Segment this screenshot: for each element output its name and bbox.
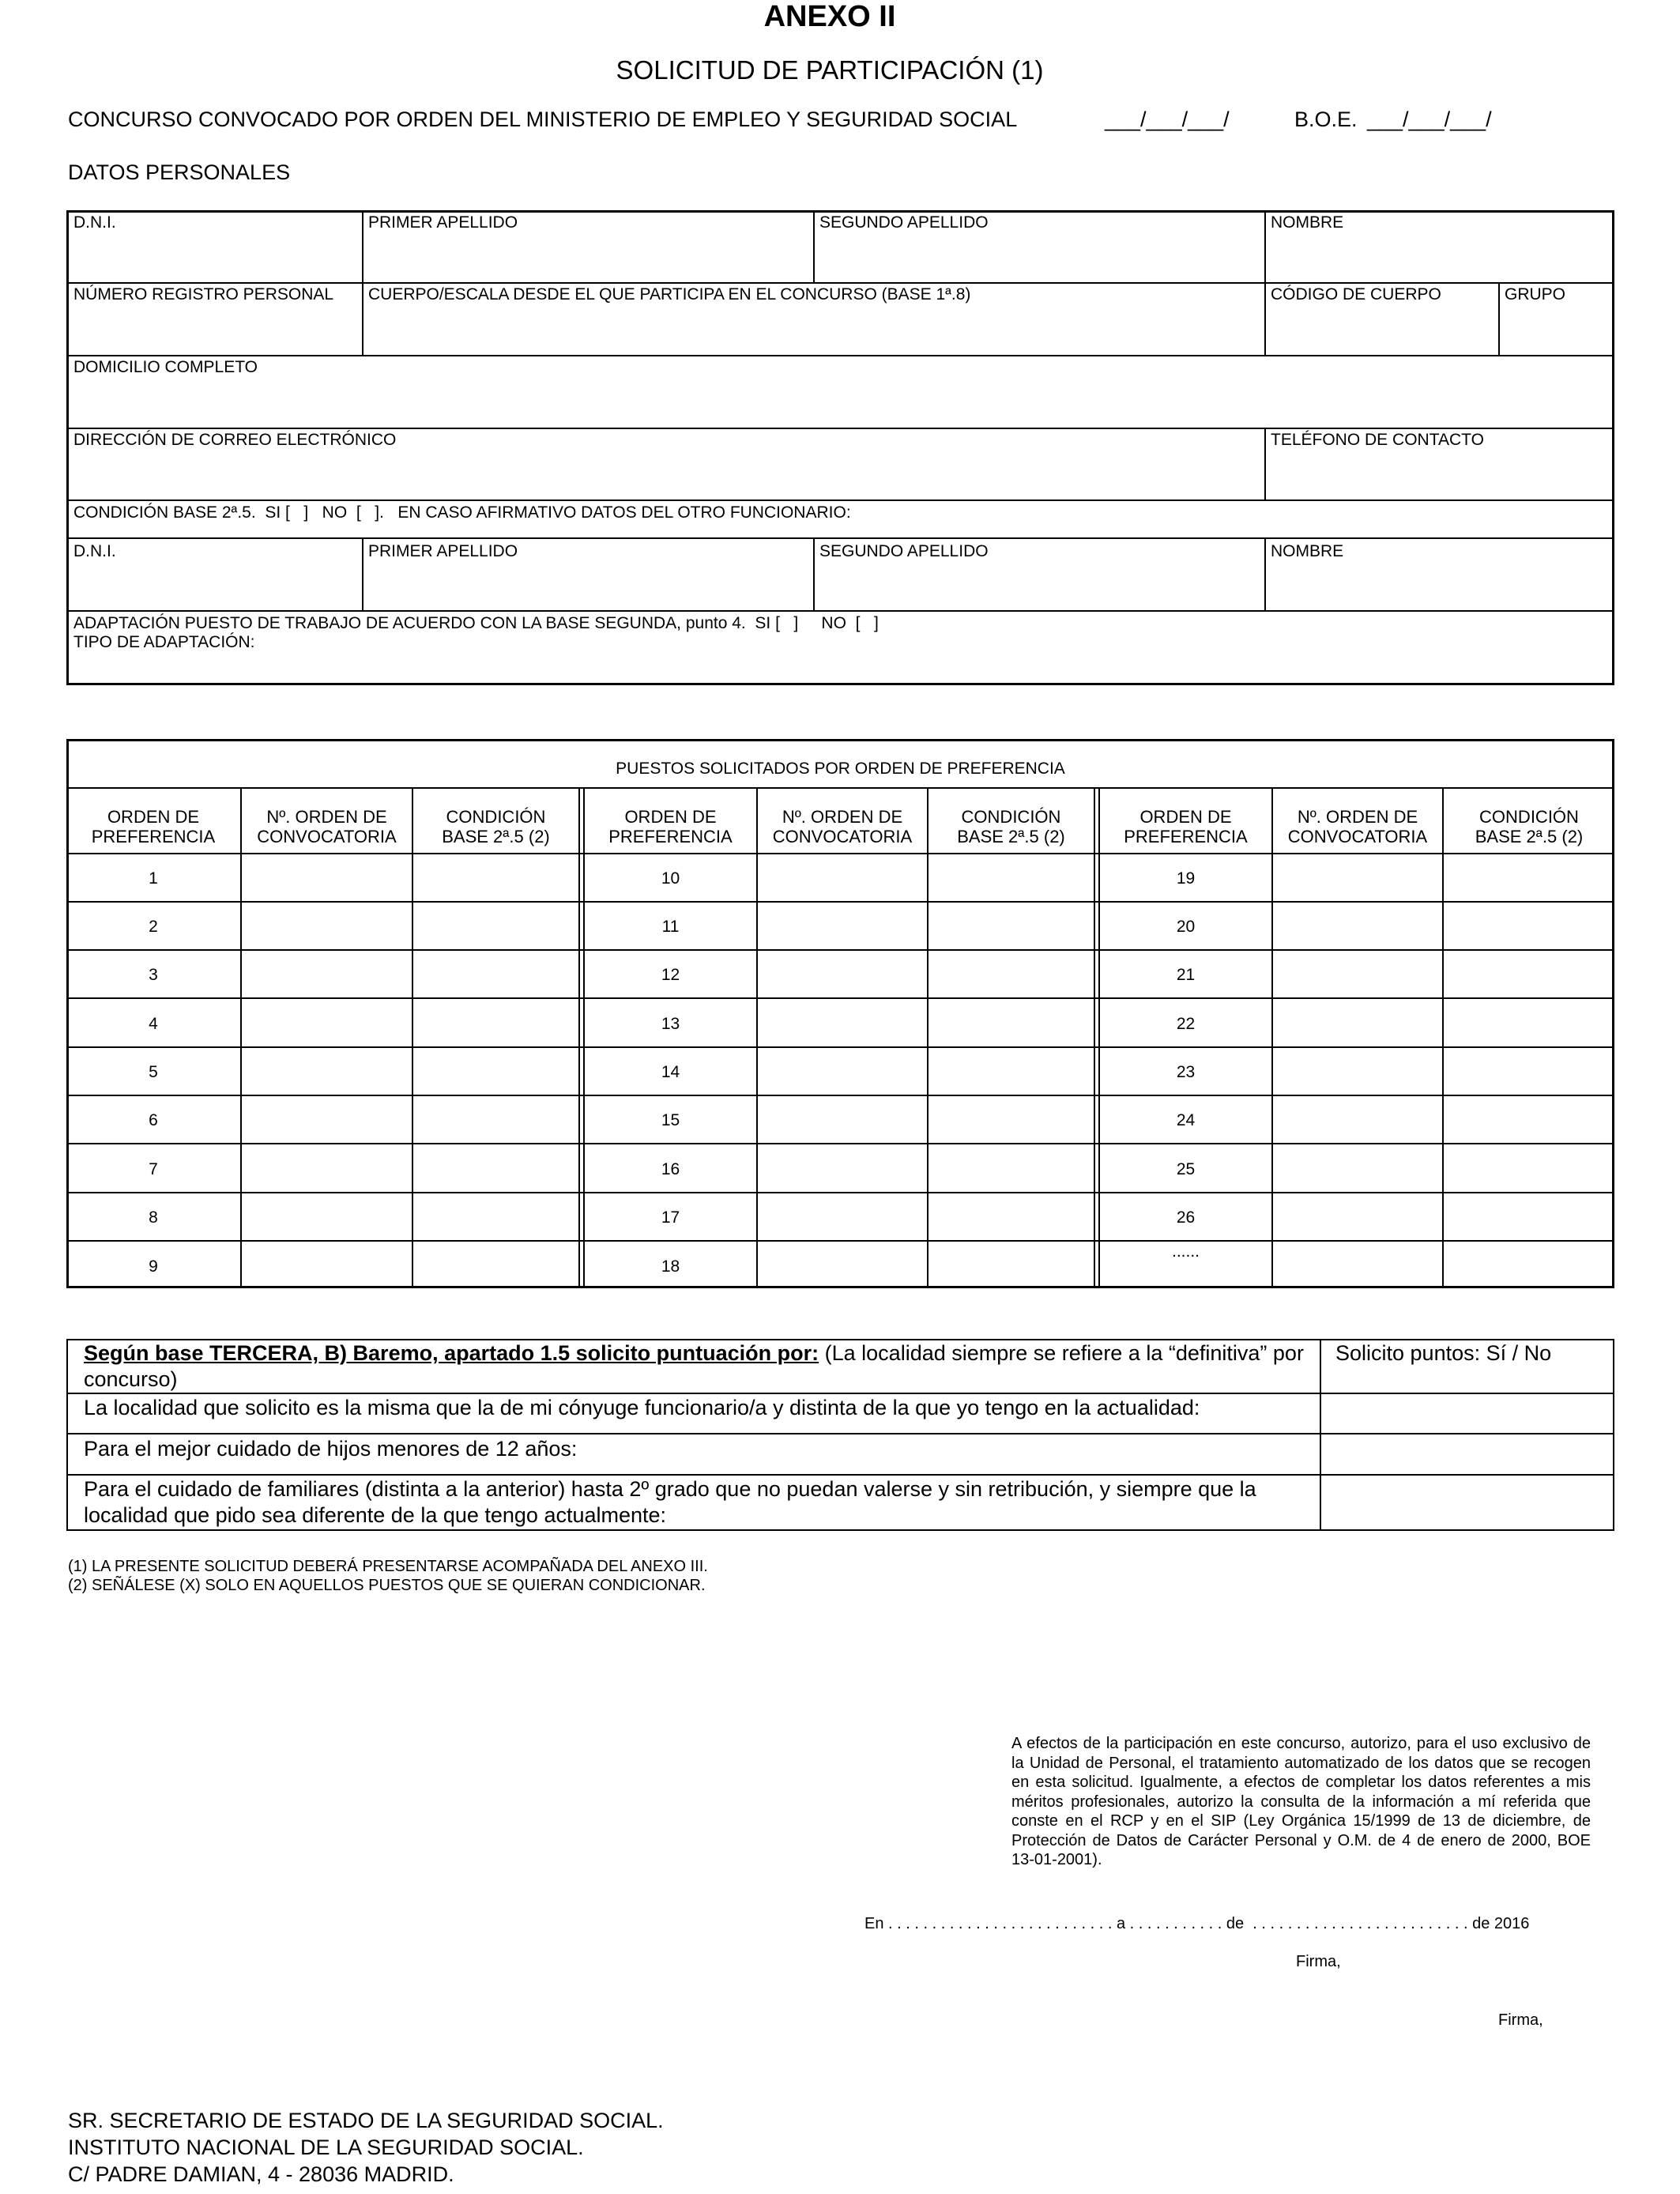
orden-number: 25: [1176, 1160, 1196, 1178]
col-condicion-header: CONDICIÓN BASE 2ª.5 (2): [442, 807, 550, 846]
correo-field[interactable]: DIRECCIÓN DE CORREO ELECTRÓNICO: [73, 431, 397, 449]
col-convocatoria-header: Nº. ORDEN DE CONVOCATORIA: [1287, 807, 1428, 846]
document-subtitle: SOLICITUD DE PARTICIPACIÓN (1): [616, 55, 1044, 85]
codigo-cuerpo-field[interactable]: CÓDIGO DE CUERPO: [1271, 285, 1441, 303]
puestos-title: PUESTOS SOLICITADOS POR ORDEN DE PREFERENCIA: [616, 760, 1065, 778]
nombre-field[interactable]: NOMBRE: [1271, 213, 1344, 232]
orden-number: 22: [1176, 1015, 1196, 1033]
document-title: ANEXO II: [763, 0, 896, 33]
baremo-conyuge-row: La localidad que solicito es la misma que la de mi cónyuge funcionario/a y distinta de la que yo tengo en la actualidad:: [84, 1396, 1200, 1419]
telefono-field[interactable]: TELÉFONO DE CONTACTO: [1271, 431, 1484, 449]
orden-number: 24: [1176, 1111, 1196, 1129]
cuerpo-escala-field[interactable]: CUERPO/ESCALA DESDE EL QUE PARTICIPA EN EL CONCURSO (BASE 1ª.8): [368, 285, 971, 303]
registro-personal-field[interactable]: NÚMERO REGISTRO PERSONAL: [73, 285, 334, 303]
orden-ellipsis: ......: [1171, 1242, 1200, 1261]
segundo-apellido-field[interactable]: SEGUNDO APELLIDO: [819, 213, 989, 232]
col-convocatoria-header: Nº. ORDEN DE CONVOCATORIA: [772, 807, 913, 846]
orden-number: 21: [1176, 966, 1196, 984]
orden-number: 11: [661, 918, 680, 936]
solicito-conyuge-cell[interactable]: [1321, 1394, 1613, 1432]
orden-number: 15: [661, 1111, 680, 1129]
orden-date-blank[interactable]: ___/___/___/: [1105, 107, 1230, 131]
address-line-3: C/ PADRE DAMIAN, 4 - 28036 MADRID.: [68, 2162, 454, 2186]
nombre-otro-field[interactable]: NOMBRE: [1271, 542, 1344, 560]
orden-number: 19: [1176, 869, 1196, 888]
orden-number: 13: [661, 1015, 680, 1033]
orden-number: 26: [1176, 1208, 1196, 1227]
concurso-line: CONCURSO CONVOCADO POR ORDEN DEL MINISTERIO DE EMPLEO Y SEGURIDAD SOCIAL: [68, 107, 1018, 131]
orden-number: 14: [661, 1063, 680, 1081]
primer-apellido-otro-field[interactable]: PRIMER APELLIDO: [368, 542, 518, 560]
orden-number: 12: [661, 966, 680, 984]
col-orden-header: ORDEN DE PREFERENCIA: [1124, 807, 1248, 846]
address-line-1: SR. SECRETARIO DE ESTADO DE LA SEGURIDAD SOCIAL.: [68, 2109, 664, 2132]
address-line-2: INSTITUTO NACIONAL DE LA SEGURIDAD SOCIAL.: [68, 2136, 584, 2159]
orden-number: 9: [149, 1257, 158, 1276]
solicito-puntos-header: Solicito puntos: Sí / No: [1335, 1341, 1552, 1365]
orden-number: 7: [149, 1160, 158, 1178]
firma-label-2: Firma,: [1498, 2011, 1543, 2029]
baremo-hijos-row: Para el mejor cuidado de hijos menores de 12 años:: [84, 1437, 578, 1461]
orden-number: 10: [661, 869, 680, 888]
dni-field[interactable]: D.N.I.: [73, 213, 116, 232]
orden-number: 20: [1176, 918, 1196, 936]
orden-number: 18: [661, 1257, 680, 1276]
place-date-line[interactable]: En . . . . . . . . . . . . . . . . . . . . . . . . . . a . . . . . . . . . . . de . . . . . . . . . . . . . . . . . . . . . . . . . de 2016: [864, 1915, 1530, 1932]
col-orden-header: ORDEN DE PREFERENCIA: [608, 807, 733, 846]
footnote-2: (2) SEÑÁLESE (X) SOLO EN AQUELLOS PUESTOS QUE SE QUIERAN CONDICIONAR.: [68, 1577, 706, 1594]
orden-number: 8: [149, 1208, 158, 1227]
col-condicion-header: CONDICIÓN BASE 2ª.5 (2): [1475, 807, 1584, 846]
domicilio-field[interactable]: DOMICILIO COMPLETO: [73, 358, 258, 376]
primer-apellido-field[interactable]: PRIMER APELLIDO: [368, 213, 518, 232]
col-convocatoria-header: Nº. ORDEN DE CONVOCATORIA: [257, 807, 397, 846]
dni-otro-field[interactable]: D.N.I.: [73, 542, 116, 560]
footnote-1: (1) LA PRESENTE SOLICITUD DEBERÁ PRESENTARSE ACOMPAÑADA DEL ANEXO III.: [68, 1558, 708, 1575]
col-condicion-header: CONDICIÓN BASE 2ª.5 (2): [957, 807, 1065, 846]
adaptacion-field[interactable]: ADAPTACIÓN PUESTO DE TRABAJO DE ACUERDO CON LA BASE SEGUNDA, punto 4. SI [ ] NO [ ]: [73, 614, 879, 632]
orden-number: 6: [149, 1111, 158, 1129]
baremo-header: Según base TERCERA, B) Baremo, apartado 1.5 solicito puntuación por: (La localidad siempre se refiere a la “definitiva” por concurso): [84, 1341, 1304, 1391]
condicion-base-field[interactable]: CONDICIÓN BASE 2ª.5. SI [ ] NO [ ]. EN CASO AFIRMATIVO DATOS DEL OTRO FUNCIONARIO:: [73, 503, 851, 522]
section-datos-personales: DATOS PERSONALES: [68, 160, 291, 184]
tipo-adaptacion-field[interactable]: TIPO DE ADAPTACIÓN:: [73, 633, 255, 651]
segundo-apellido-otro-field[interactable]: SEGUNDO APELLIDO: [819, 542, 989, 560]
boe-label: B.O.E.: [1294, 107, 1358, 131]
orden-number: 3: [149, 966, 158, 984]
solicito-familiares-cell[interactable]: [1321, 1476, 1613, 1529]
orden-number: 16: [661, 1160, 680, 1178]
orden-number: 17: [661, 1208, 680, 1227]
col-orden-header: ORDEN DE PREFERENCIA: [91, 807, 216, 846]
orden-number: 5: [149, 1063, 158, 1081]
orden-number: 2: [149, 918, 158, 936]
orden-number: 4: [149, 1015, 158, 1033]
consent-text: A efectos de la participación en este concurso, autorizo, para el uso exclusivo de la Unidad de Personal, el tratamiento automatizado de los datos que se recogen en esta solicitud. Igualmente, a efectos de completar los datos referentes a mis méritos profesionales, autorizo la consulta de la información a mí referida que conste en el RCP y en el SIP (Ley Orgánica 15/1999 de 13 de diciembre, de Protección de Datos de Carácter Personal y O.M. de 4 de enero de 2000, BOE 13-01-2001).: [1011, 1735, 1591, 1868]
orden-number: 23: [1176, 1063, 1196, 1081]
baremo-familiares-row: Para el cuidado de familiares (distinta a la anterior) hasta 2º grado que no puedan valerse y sin retribución, y siempre que la localidad que pido sea diferente de la que tengo actualmente:: [84, 1477, 1256, 1527]
orden-number: 1: [149, 869, 158, 888]
solicito-hijos-cell[interactable]: [1321, 1434, 1613, 1473]
boe-date-blank[interactable]: ___/___/___/: [1367, 107, 1492, 131]
grupo-field[interactable]: GRUPO: [1505, 285, 1566, 303]
firma-label-1: Firma,: [1296, 1953, 1341, 1970]
